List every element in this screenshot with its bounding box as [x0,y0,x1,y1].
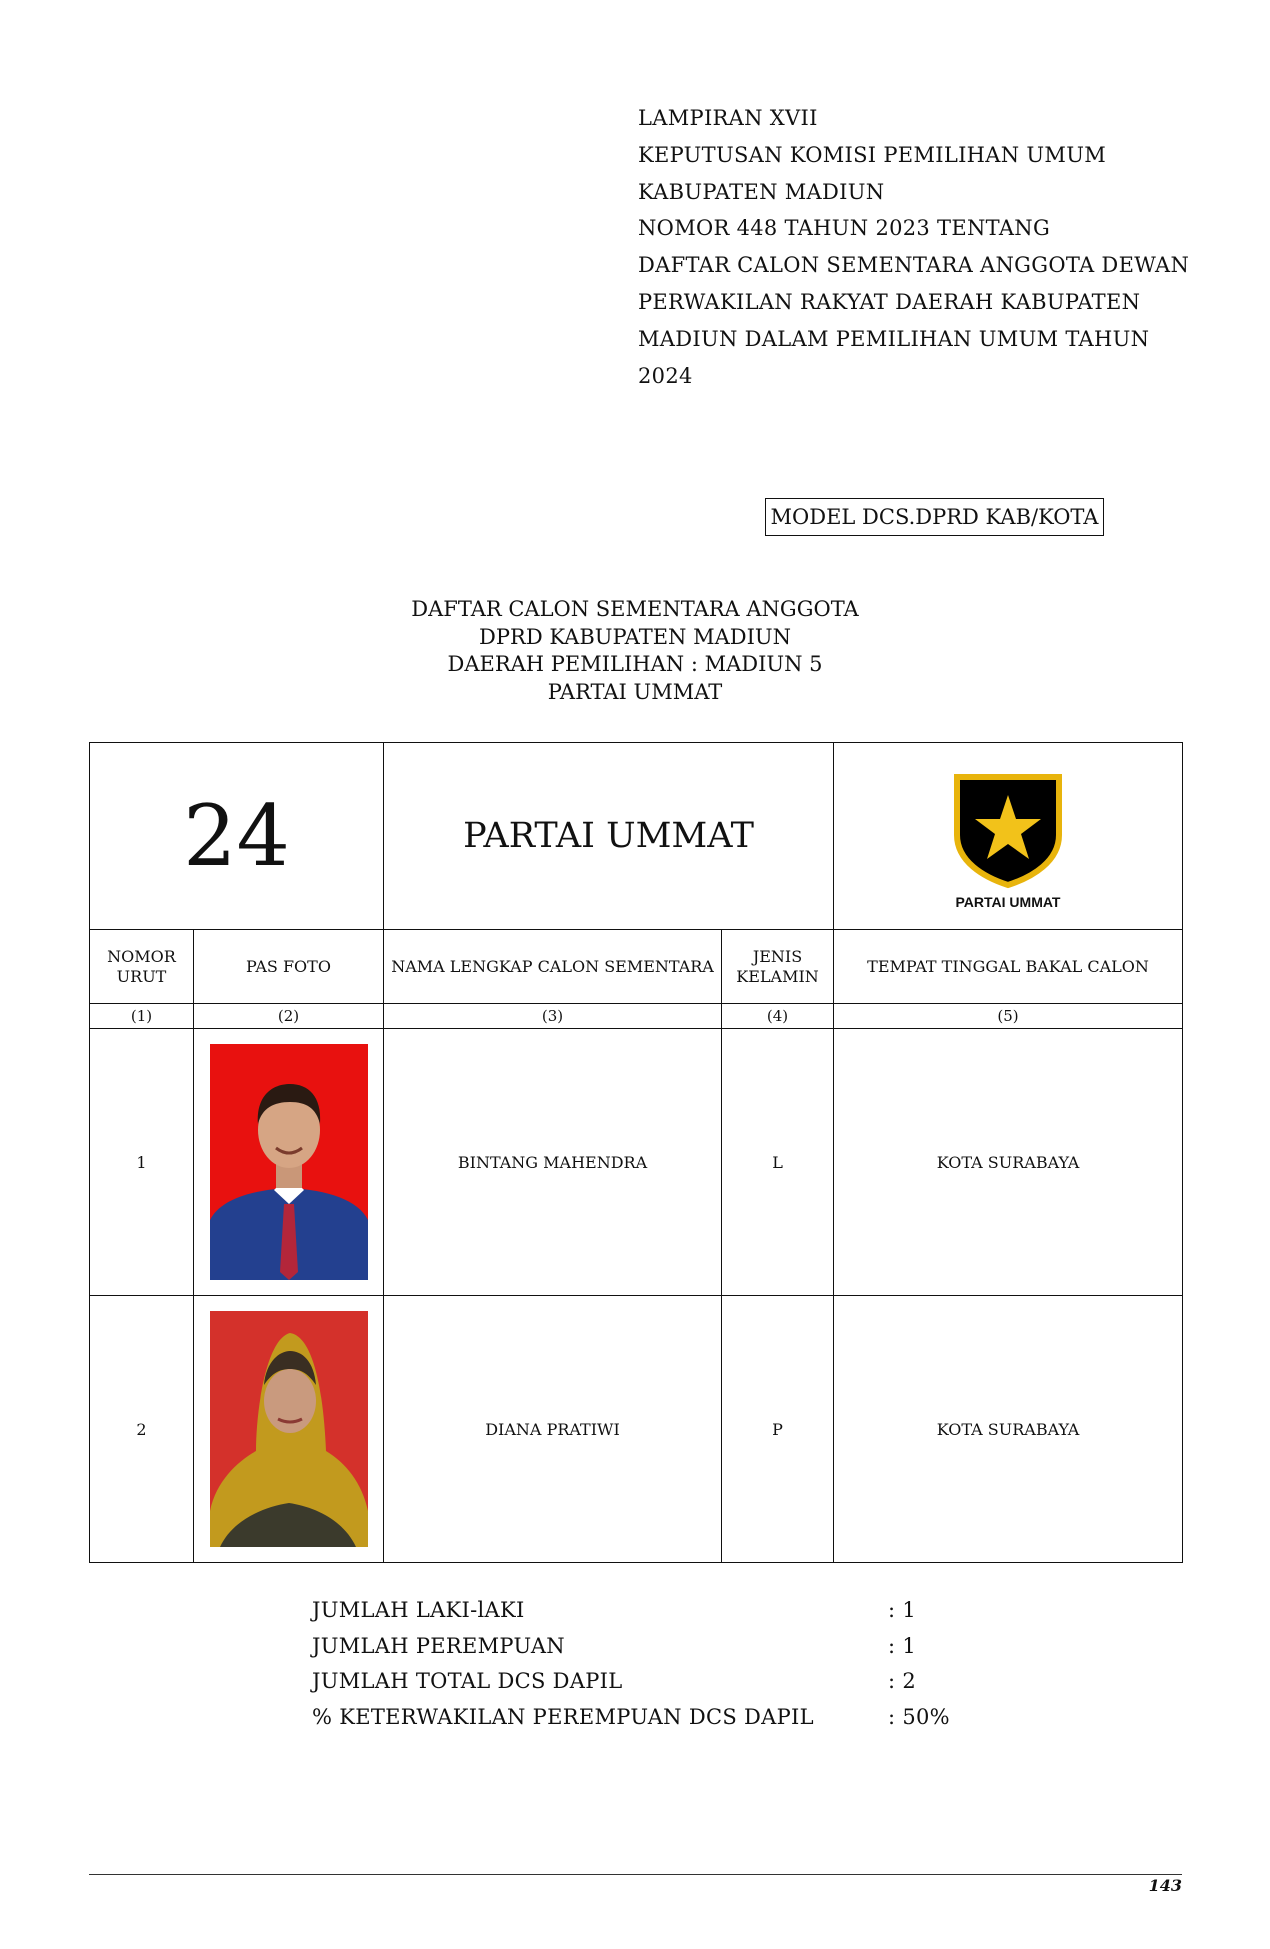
column-index: (5) [834,1004,1183,1029]
model-label: MODEL DCS.DPRD KAB/KOTA [765,498,1104,536]
header-nomor-urut: NOMOR URUT [90,930,194,1004]
party-logo [834,743,1183,930]
summary-row [312,1629,1012,1665]
candidate-name: DIANA PRATIWI [384,1296,722,1563]
column-index: (2) [194,1004,384,1029]
lampiran-line: KABUPATEN MADIUN [638,179,885,204]
lampiran-line: 2024 [638,363,693,388]
summary-block [312,1593,1012,1735]
candidate-photo-cell [194,1029,384,1296]
candidate-photo-female [210,1311,368,1547]
summary-label: JUMLAH TOTAL DCS DAPIL [312,1669,623,1693]
table-row [90,1296,1183,1563]
candidate-photo-male [210,1044,368,1280]
lampiran-line: DAFTAR CALON SEMENTARA ANGGOTA DEWAN [638,253,1190,278]
lampiran-block [638,100,1198,394]
heading-line: DPRD KABUPATEN MADIUN [479,624,791,649]
summary-value: : 50% [888,1704,950,1729]
document-heading [0,596,1270,706]
table-row [90,1029,1183,1296]
summary-row [312,1593,1012,1629]
candidate-number: 2 [90,1296,194,1563]
candidate-gender: P [722,1296,834,1563]
heading-line: DAFTAR CALON SEMENTARA ANGGOTA [411,597,859,621]
lampiran-line: KEPUTUSAN KOMISI PEMILIHAN UMUM [638,142,1107,167]
candidate-gender: L [722,1029,834,1296]
party-name: PARTAI UMMAT [384,743,834,930]
summary-label: JUMLAH PEREMPUAN [312,1633,565,1658]
party-logo-icon [933,761,1083,911]
candidate-photo-cell [194,1296,384,1563]
heading-line: PARTAI UMMAT [547,679,723,704]
summary-value: : 1 [888,1598,917,1622]
header-tempat-tinggal: TEMPAT TINGGAL BAKAL CALON [834,930,1183,1004]
summary-value: : 2 [888,1669,917,1693]
footer-divider [89,1874,1182,1875]
lampiran-line: LAMPIRAN XVII [638,106,818,130]
column-header-row [90,930,1183,1004]
column-index: (3) [384,1004,722,1029]
summary-row [312,1664,1012,1700]
lampiran-line: MADIUN DALAM PEMILIHAN UMUM TAHUN [638,326,1150,351]
party-header-row [90,743,1183,930]
candidate-name: BINTANG MAHENDRA [384,1029,722,1296]
heading-line: DAERAH PEMILIHAN : MADIUN 5 [447,652,823,676]
candidate-number: 1 [90,1029,194,1296]
column-index: (1) [90,1004,194,1029]
header-jenis-kelamin: JENIS KELAMIN [722,930,834,1004]
header-nama-lengkap: NAMA LENGKAP CALON SEMENTARA [384,930,722,1004]
lampiran-line: PERWAKILAN RAKYAT DAERAH KABUPATEN [638,289,1141,314]
party-number: 24 [90,743,384,930]
header-pas-foto: PAS FOTO [194,930,384,1004]
summary-value: : 1 [888,1633,917,1658]
page-number: 143 [1148,1876,1182,1895]
candidate-residence: KOTA SURABAYA [834,1296,1183,1563]
column-index-row [90,1004,1183,1029]
candidate-residence: KOTA SURABAYA [834,1029,1183,1296]
lampiran-line: NOMOR 448 TAHUN 2023 TENTANG [638,216,1051,241]
column-index: (4) [722,1004,834,1029]
summary-row [312,1700,1012,1736]
candidate-table [89,742,1183,1563]
logo-text: PARTAI UMMAT [955,894,1061,910]
summary-label: JUMLAH LAKI-lAKI [312,1598,525,1622]
summary-label: % KETERWAKILAN PEREMPUAN DCS DAPIL [312,1704,814,1729]
